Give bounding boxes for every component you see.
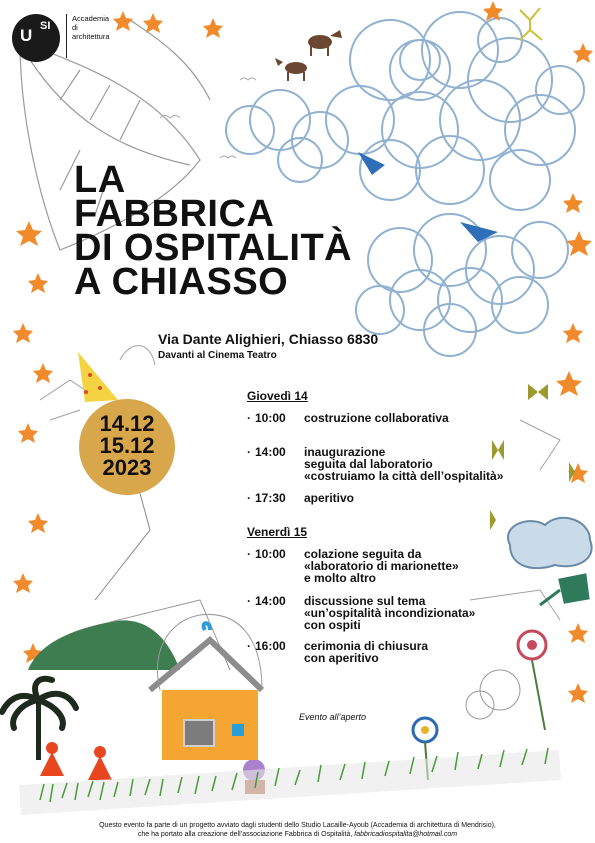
- horse-icon: [275, 30, 342, 81]
- logo-text: Accademia di architettura: [72, 14, 110, 41]
- palm-tree: [2, 679, 76, 760]
- program-event: · 10:00 colazione seguita da «laboratorio di marionette» e molto altro: [247, 547, 459, 585]
- poster-title: [74, 159, 494, 303]
- footer-line: che ha portato alla creazione dell’associazione Fabbrica di Ospitalità, fabbricadiospitalita@hotmail.com: [137, 831, 458, 838]
- cloud-shape: [508, 518, 592, 568]
- title-line: FABBRICA: [74, 193, 275, 235]
- day-heading-friday: Venerdì 15: [247, 525, 308, 539]
- venue-address: Via Dante Alighieri, Chiasso 6830: [158, 331, 379, 347]
- logo-letters-si: SI: [40, 20, 51, 32]
- day-heading-thursday: Giovedì 14: [247, 389, 308, 403]
- program-event: · 10:00 costruzione collaborativa: [247, 411, 449, 425]
- date-text: 14.12 15.12 2023: [99, 411, 155, 480]
- venue-landmark: Davanti al Cinema Teatro: [158, 350, 277, 361]
- title-line: LA: [74, 159, 126, 201]
- footer-line: Questo evento fa parte di un progetto avviato dagli studenti dello Studio Lacaille-Ayoub (Accademia di architettura di Mendrisio),: [99, 822, 496, 829]
- title-line: DI OSPITALITÀ: [74, 227, 353, 269]
- program-event: · 14:00 discussione sul tema «un’ospitalità incondizionata» con ospiti: [247, 594, 476, 632]
- party-hat: [78, 352, 118, 402]
- title-line: A CHIASSO: [74, 261, 289, 303]
- logo-divider: [66, 14, 67, 58]
- outdoor-note: Evento all’aperto: [299, 712, 367, 722]
- watering-can: [540, 575, 588, 605]
- house-drawing: [150, 614, 262, 760]
- stick-figure: [520, 8, 542, 40]
- logo-letter-u: U: [20, 26, 33, 45]
- program-event: · 17:30 aperitivo: [247, 491, 355, 505]
- program-event: · 16:00 cerimonia di chiusura con aperitivo: [247, 639, 429, 665]
- footer-credits: [20, 821, 575, 839]
- program-event: · 14:00 inaugurazione seguita dal laboratorio «costruiamo la città dell’ospitalità»: [247, 445, 504, 483]
- figure-doodle: [40, 742, 112, 780]
- footer-email: fabbricadiospitalita@hotmail.com: [354, 831, 458, 838]
